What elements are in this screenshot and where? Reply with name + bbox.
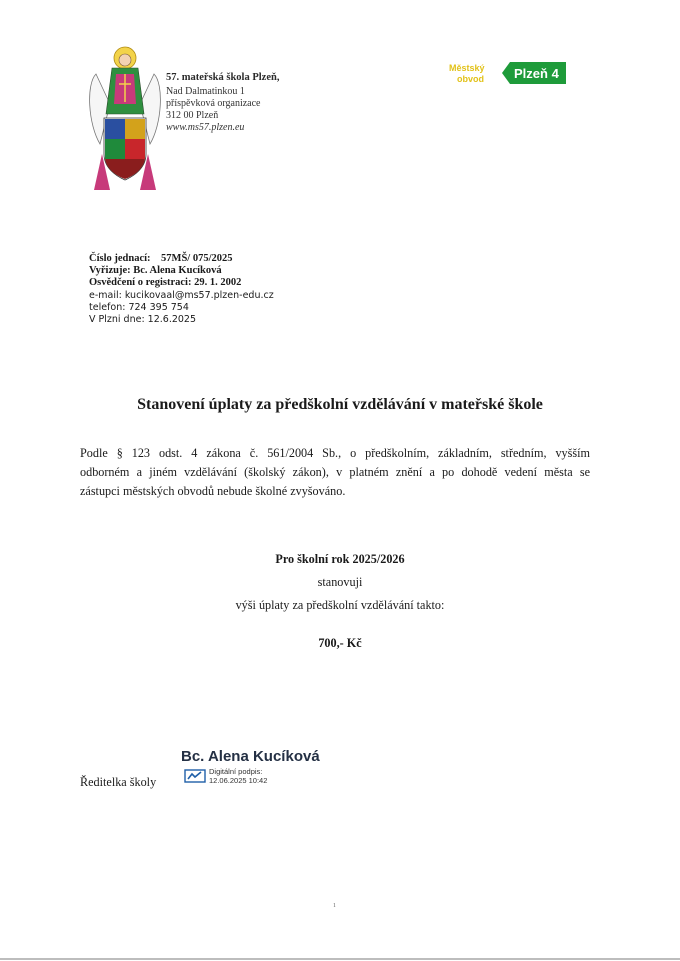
legal-paragraph [80,444,590,501]
fee-amount: 700,- Kč [318,636,362,650]
registration-certificate: Osvědčení o registraci: 29. 1. 2002 [89,277,242,288]
handled-by: Vyřizuje: Bc. Alena Kucíková [89,265,222,276]
contact-phone: telefon: 724 395 754 [89,302,189,313]
school-website-link[interactable]: www.ms57.plzen.eu [166,122,245,133]
address-line-1: Nad Dalmatinkou 1 [166,86,245,97]
paragraph-line: Podle § 123 odst. 4 zákona č. 561/2004 Sb., o předškolním, základním, středním, vyšším [80,446,590,460]
scan-edge-line [0,958,680,960]
reference-number-value: 57MŠ/ 075/2025 [161,253,233,264]
address-line-2: příspěvková organizace [166,98,261,109]
digital-signature-date: 12.06.2025 10:42 [209,776,268,785]
district-logo-text-bottom: obvod [457,74,484,84]
paragraph-line: odborném a jiném vzdělávání (školský zákon), v platném znění a po dohodě vedení města se [80,465,590,479]
digital-signature-label: Digitální podpis: [209,767,263,776]
district-logo-badge: Plzeň 4 [514,66,559,81]
signatory-role: Ředitelka školy [80,775,157,789]
reference-number [89,253,233,265]
district-logo-text-top: Městský [449,63,485,73]
address-line-3: 312 00 Plzeň [166,110,219,121]
reference-number-label: Číslo jednací: [89,253,151,264]
signatory-name: Bc. Alena Kucíková [181,748,320,765]
school-crest-logo [86,44,164,194]
district-logo [448,60,566,86]
stanovuji-text: stanovuji [317,575,363,589]
document-date: V Plzni dne: 12.6.2025 [89,314,197,325]
paragraph-line: zástupci městských obvodů nebude školné zvyšováno. [80,484,346,498]
page-number: 1 [333,903,336,909]
document-title: Stanovení úplaty za předškolní vzdělávání v mateřské škole [137,396,543,413]
contact-email[interactable]: e-mail: kucikovaal@ms57.plzen-edu.cz [89,290,274,301]
digital-signature-icon [184,768,206,784]
school-year: Pro školní rok 2025/2026 [275,552,405,566]
fee-description: výši úplaty za předškolní vzdělávání takto: [235,598,445,612]
school-name: 57. mateřská škola Plzeň, [166,72,280,83]
